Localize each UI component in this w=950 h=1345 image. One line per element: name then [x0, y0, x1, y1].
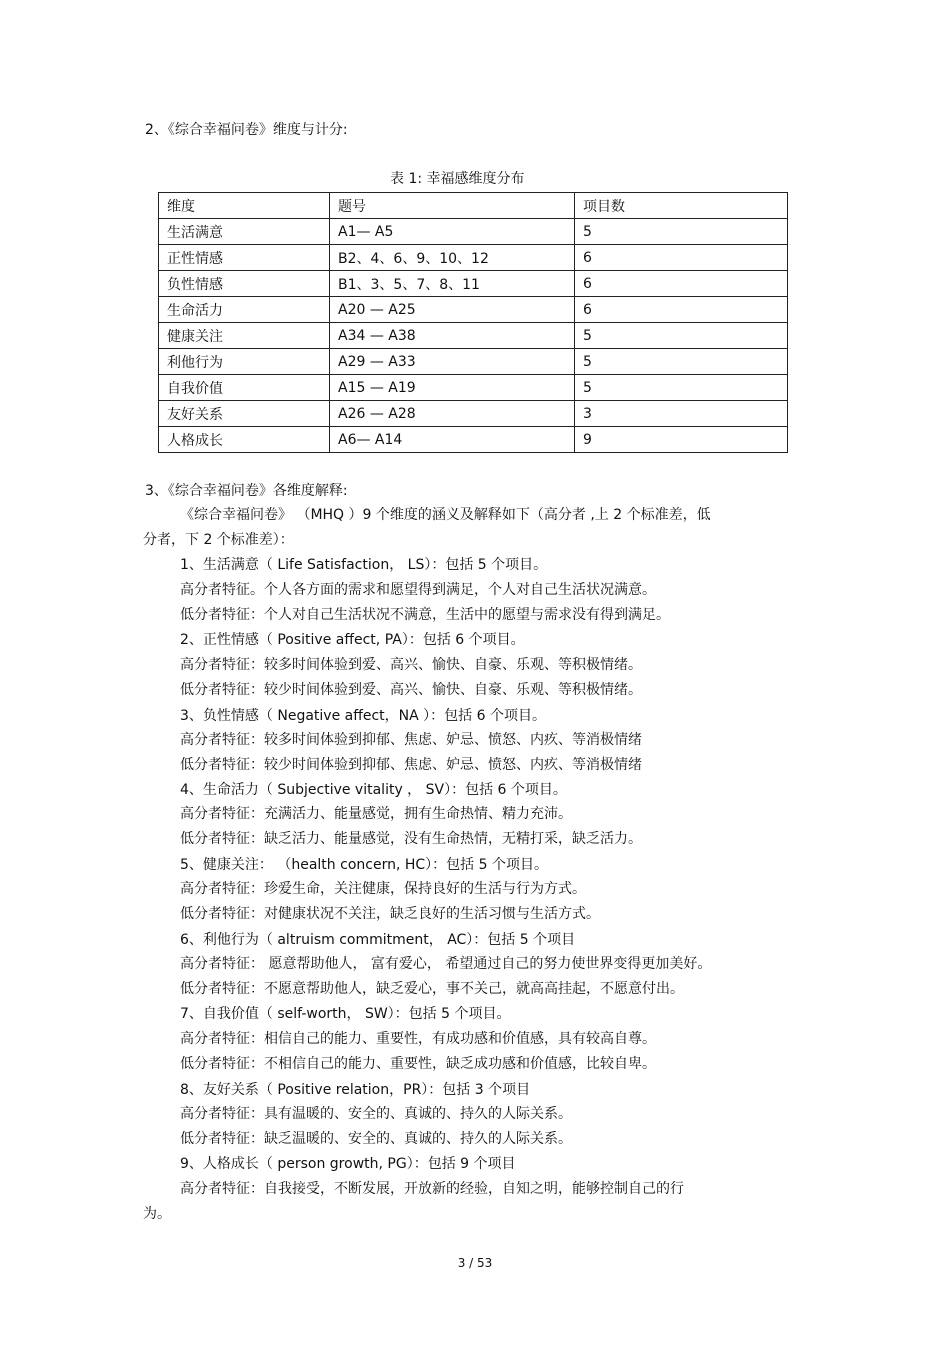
table-row: [159, 375, 788, 401]
intro-paragraph-line: 《综合幸福问卷》 （MHQ ）9 个维度的涵义及解释如下（高分者 ,上 2 个标准差，低: [180, 507, 711, 523]
dimension-cell: 生命活力: [159, 297, 330, 323]
count-cell: 5: [575, 375, 788, 401]
section-heading-dimensions-scoring: 2、《综合幸福问卷》维度与计分:: [145, 122, 348, 138]
header-cell-dimension: 维度: [159, 193, 330, 219]
high-score-description: 高分者特征：自我接受，不断发展，开放新的经验，自知之明，能够控制自己的行: [180, 1181, 684, 1197]
items-cell: A34 — A38: [330, 323, 575, 349]
header-cell-item-count: 项目数: [575, 193, 788, 219]
table-row: [159, 401, 788, 427]
items-cell: A29 — A33: [330, 349, 575, 375]
items-cell: A26 — A28: [330, 401, 575, 427]
table-caption: 表 1: 幸福感维度分布: [390, 171, 525, 187]
low-score-description: 低分者特征：缺乏活力、能量感觉，没有生命热情，无精打采，缺乏活力。: [180, 831, 642, 847]
items-cell: A20 — A25: [330, 297, 575, 323]
dimension-cell: 利他行为: [159, 349, 330, 375]
count-cell: 3: [575, 401, 788, 427]
high-score-description: 高分者特征：相信自己的能力、重要性，有成功感和价值感，具有较高自尊。: [180, 1031, 656, 1047]
table-row: [159, 349, 788, 375]
intro-paragraph-line: 分者，下 2 个标准差）：: [143, 532, 294, 548]
page-number: 3 / 53: [457, 1256, 493, 1270]
dimension-title: 7、自我价值（ self-worth， SW）：包括 5 个项目。: [180, 1006, 511, 1022]
dimension-cell: 人格成长: [159, 427, 330, 453]
count-cell: 9: [575, 427, 788, 453]
high-score-description: 高分者特征：充满活力、能量感觉，拥有生命热情、精力充沛。: [180, 806, 572, 822]
dimension-cell: 生活满意: [159, 219, 330, 245]
dimension-title: 8、友好关系（ Positive relation，PR）：包括 3 个项目: [180, 1082, 531, 1098]
dimension-title: 1、生活满意（ Life Satisfaction， LS）：包括 5 个项目。: [180, 557, 548, 573]
table-row: [159, 271, 788, 297]
table-header-row: [159, 193, 788, 219]
dimension-cell: 自我价值: [159, 375, 330, 401]
high-score-description: 高分者特征：珍爱生命，关注健康，保持良好的生活与行为方式。: [180, 881, 586, 897]
dimension-cell: 负性情感: [159, 271, 330, 297]
low-score-description: 低分者特征：不相信自己的能力、重要性，缺乏成功感和价值感，比较自卑。: [180, 1056, 656, 1072]
count-cell: 6: [575, 271, 788, 297]
dimension-title: 9、人格成长（ person growth, PG）：包括 9 个项目: [180, 1156, 516, 1172]
dimension-cell: 友好关系: [159, 401, 330, 427]
low-score-description: 低分者特征：缺乏温暖的、安全的、真诚的、持久的人际关系。: [180, 1131, 572, 1147]
table-row: [159, 297, 788, 323]
dimension-title: 5、健康关注： （health concern, HC）：包括 5 个项目。: [180, 857, 548, 873]
items-cell: B2、4、6、9、10、12: [330, 245, 575, 271]
low-score-description: 低分者特征：较少时间体验到抑郁、焦虑、妒忌、愤怒、内疚、等消极情绪: [180, 757, 642, 773]
dimension-title: 2、正性情感（ Positive affect, PA）：包括 6 个项目。: [180, 632, 525, 648]
high-score-description: 高分者特征： 愿意帮助他人， 富有爱心， 希望通过自己的努力使世界变得更加美好。: [180, 956, 712, 972]
low-score-description: 低分者特征：对健康状况不关注，缺乏良好的生活习惯与生活方式。: [180, 906, 600, 922]
table-row: [159, 323, 788, 349]
dimension-title: 6、利他行为（ altruism commitment， AC）：包括 5 个项目: [180, 932, 576, 948]
count-cell: 5: [575, 349, 788, 375]
count-cell: 6: [575, 297, 788, 323]
low-score-description: 低分者特征：较少时间体验到爱、高兴、愉快、自豪、乐观、等积极情绪。: [180, 682, 642, 698]
items-cell: A15 — A19: [330, 375, 575, 401]
dimension-title: 4、生命活力（ Subjective vitality ， SV）：包括 6 个项目。: [180, 782, 567, 798]
high-score-description-continuation: 为。: [143, 1206, 171, 1222]
count-cell: 5: [575, 323, 788, 349]
high-score-description: 高分者特征：较多时间体验到爱、高兴、愉快、自豪、乐观、等积极情绪。: [180, 657, 642, 673]
header-cell-item-numbers: 题号: [330, 193, 575, 219]
dimension-cell: 正性情感: [159, 245, 330, 271]
items-cell: B1、3、5、7、8、11: [330, 271, 575, 297]
high-score-description: 高分者特征：具有温暖的、安全的、真诚的、持久的人际关系。: [180, 1106, 572, 1122]
items-cell: A1— A5: [330, 219, 575, 245]
dimension-title: 3、负性情感（ Negative affect，NA ）：包括 6 个项目。: [180, 708, 546, 724]
high-score-description: 高分者特征。个人各方面的需求和愿望得到满足，个人对自己生活状况满意。: [180, 582, 656, 598]
table-row: [159, 427, 788, 453]
count-cell: 6: [575, 245, 788, 271]
low-score-description: 低分者特征：不愿意帮助他人，缺乏爱心，事不关己，就高高挂起，不愿意付出。: [180, 981, 684, 997]
low-score-description: 低分者特征：个人对自己生活状况不满意，生活中的愿望与需求没有得到满足。: [180, 607, 670, 623]
count-cell: 5: [575, 219, 788, 245]
table-row: [159, 245, 788, 271]
section-heading-dimension-explanations: 3、《综合幸福问卷》各维度解释:: [145, 483, 348, 499]
dimension-distribution-table: [158, 192, 788, 453]
table-row: [159, 219, 788, 245]
items-cell: A6— A14: [330, 427, 575, 453]
high-score-description: 高分者特征：较多时间体验到抑郁、焦虑、妒忌、愤怒、内疚、等消极情绪: [180, 732, 642, 748]
dimension-cell: 健康关注: [159, 323, 330, 349]
